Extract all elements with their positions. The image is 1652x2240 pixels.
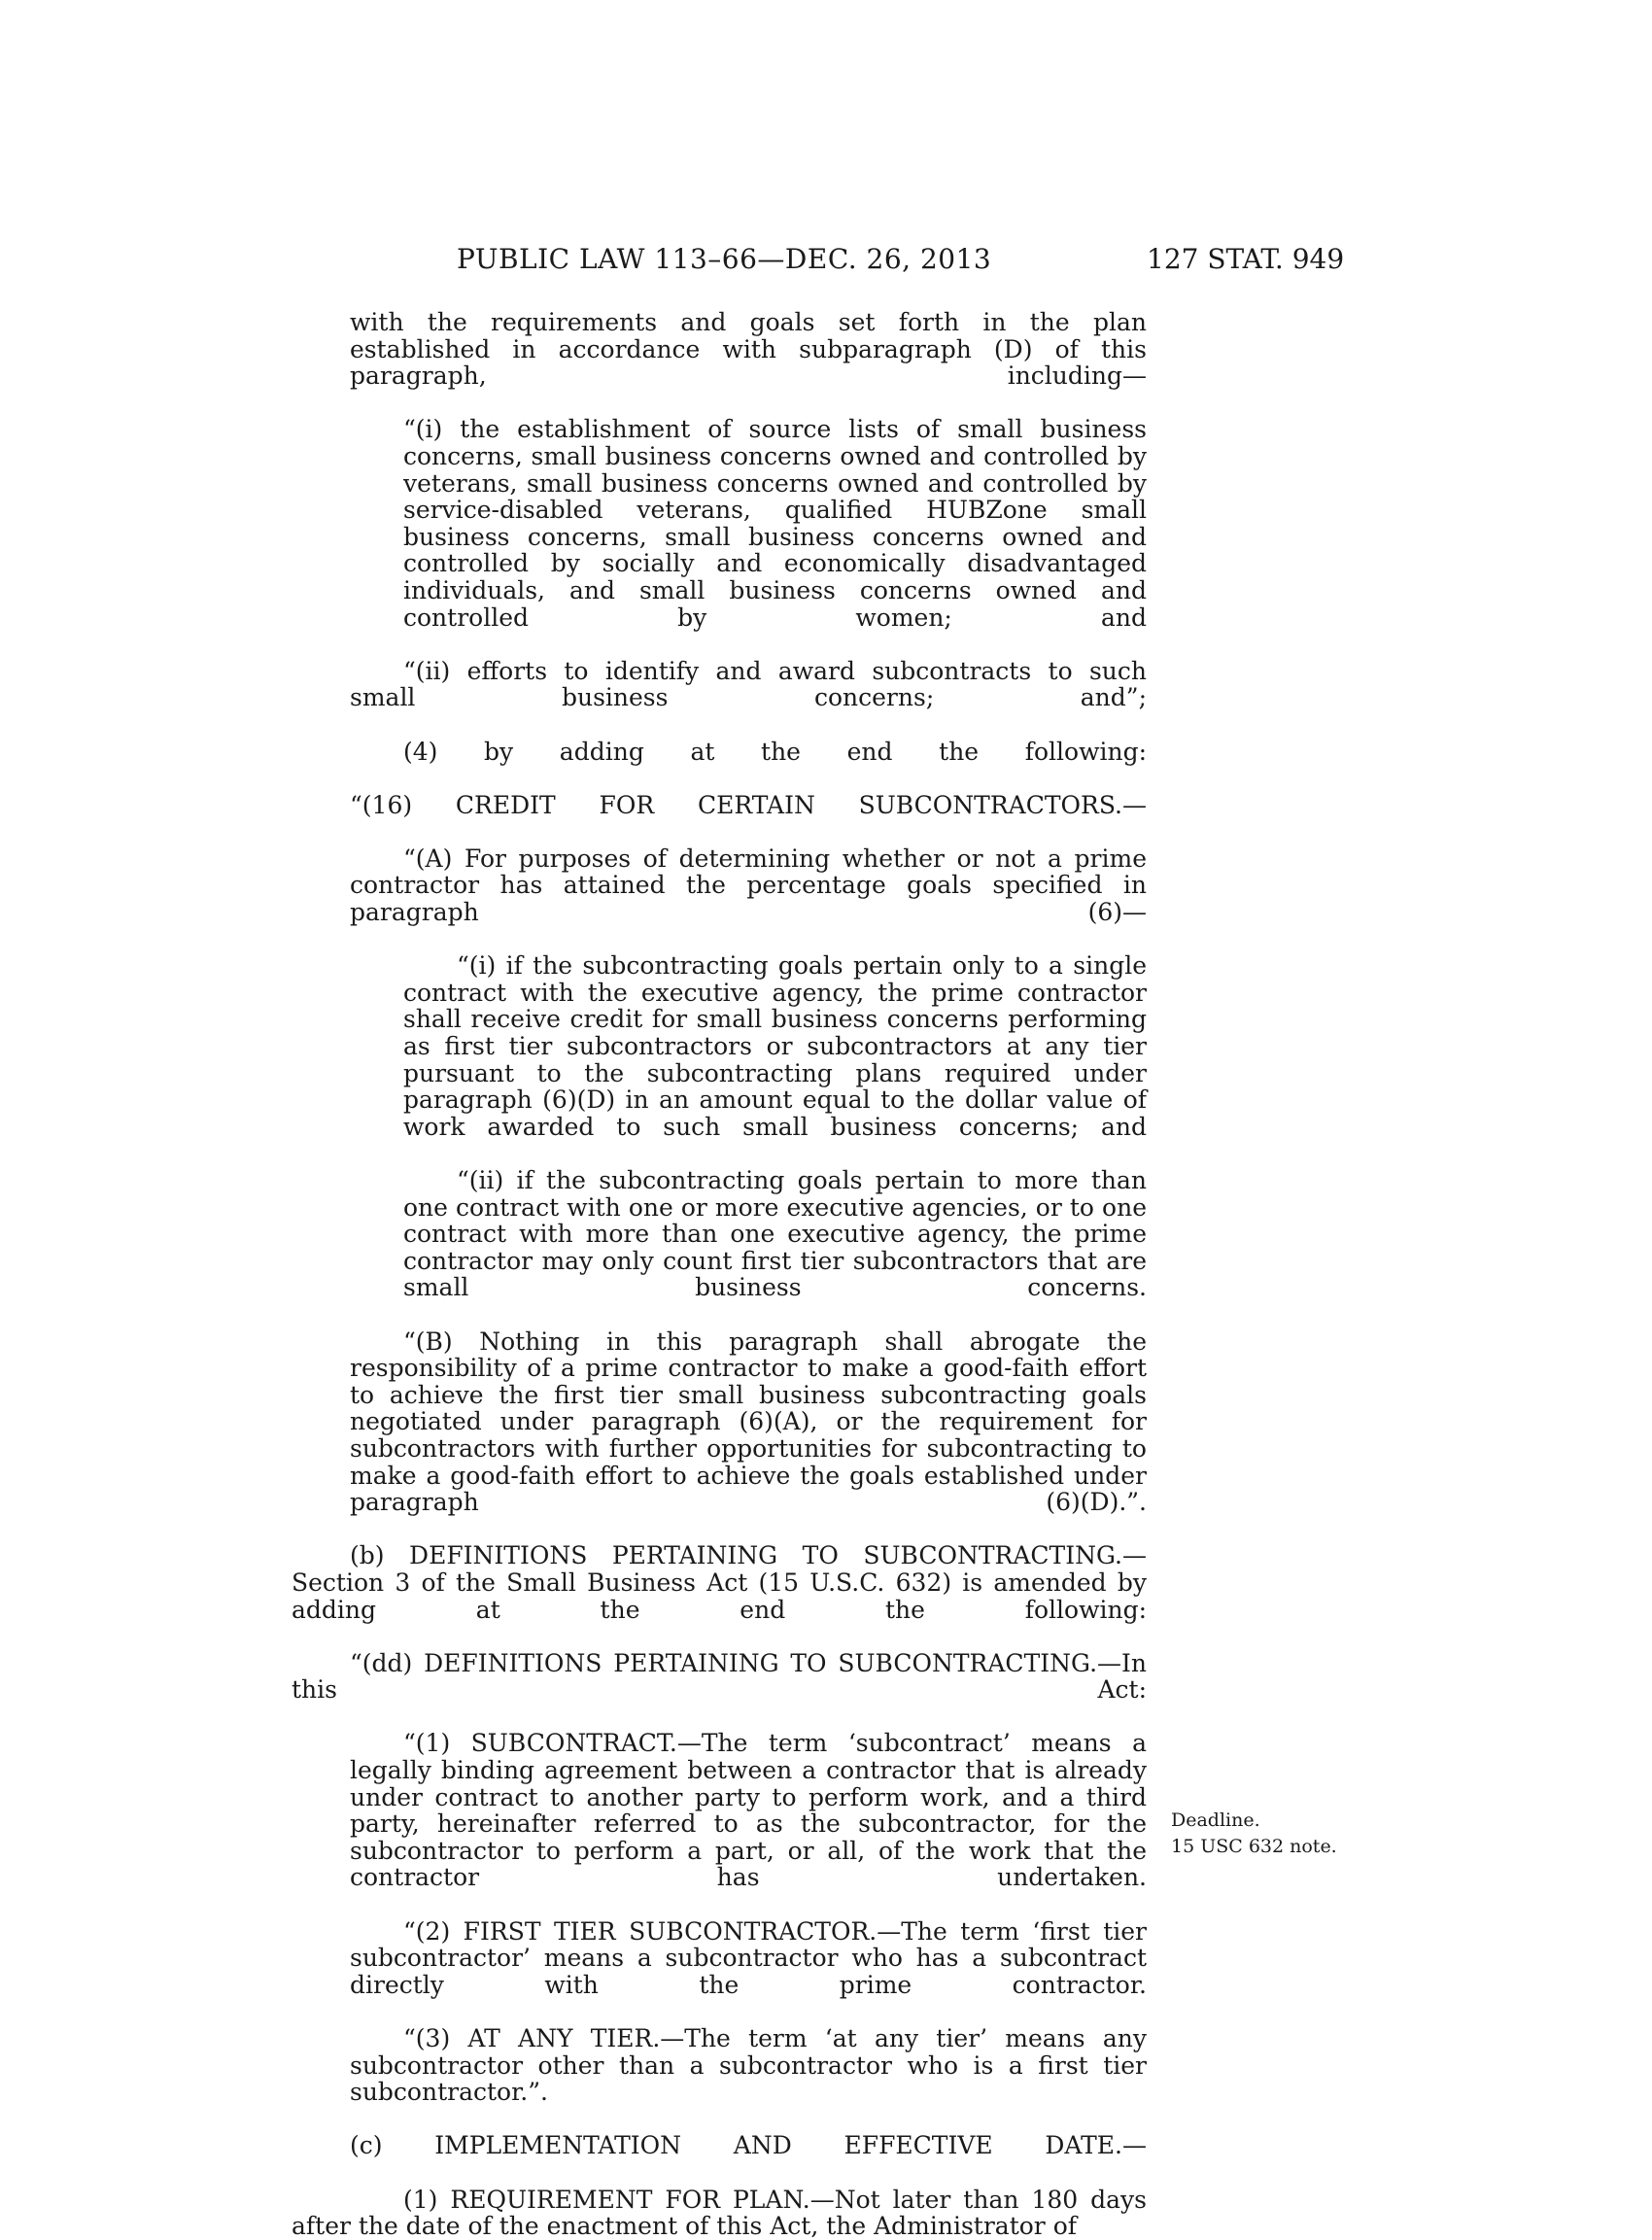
margin-note-usc-citation: 15 USC 632 note.: [1171, 1836, 1337, 1857]
margin-notes: [1171, 1808, 1337, 1860]
paragraph: “(2) FIRST TIER SUBCONTRACTOR.—The term ‘first tier subcontractor’ means a subcontractor who has a subcontract directly with the prime contractor.: [350, 1916, 1147, 1999]
paragraph: “(ii) if the subcontracting goals pertain to more than one contract with one or more executive agencies, or to one contract with more than one executive agency, the prime contractor may only count first tier subcontractors that are small business concerns.: [403, 1166, 1147, 1302]
paragraph: (1) REQUIREMENT FOR PLAN.—Not later than 180 days after the date of the enactment of this Act, the Administrator of: [292, 2185, 1147, 2240]
running-header-title: PUBLIC LAW 113–66—DEC. 26, 2013: [457, 243, 992, 275]
paragraph: “(3) AT ANY TIER.—The term ‘at any tier’ means any subcontractor other than a subcontractor who is a first tier subcontractor.”.: [350, 2024, 1147, 2107]
paragraph: (c) IMPLEMENTATION AND EFFECTIVE DATE.—: [350, 2131, 1147, 2160]
paragraph: “(i) the establishment of source lists of small business concerns, small business concerns owned and controlled by veterans, small business concerns owned and controlled by service-disabled veterans, qualified HUBZone small business concerns, small business concerns owned and controlled by socially and economically disadvantaged individuals, and small business concerns owned and controlled by women; and: [403, 415, 1147, 632]
paragraph: “(1) SUBCONTRACT.—The term ‘subcontract’ means a legally binding agreement between a contractor that is already under contract to another party to perform work, and a third party, hereinafter referred to as the subcontractor, for the subcontractor to perform a part, or all, of the work that the contractor has undertaken.: [350, 1729, 1147, 1892]
paragraph: (b) DEFINITIONS PERTAINING TO SUBCONTRACTING.—Section 3 of the Small Business Act (15 U.S.C. 632) is amended by adding at the end the following:: [292, 1541, 1147, 1624]
paragraph: “(dd) DEFINITIONS PERTAINING TO SUBCONTRACTING.—In this Act:: [292, 1648, 1147, 1705]
margin-note-deadline: Deadline.: [1171, 1809, 1260, 1831]
paragraph: with the requirements and goals set forth in the plan established in accordance with subparagraph (D) of this paragraph, including—: [350, 308, 1147, 391]
paragraph: “(B) Nothing in this paragraph shall abrogate the responsibility of a prime contractor to make a good-faith effort to achieve the first tier small business subcontracting goals negotiated under paragraph (6)(A), or the requirement for subcontractors with further opportunities for subcontracting to make a good-faith effort to achieve the goals established under paragraph (6)(D).”.: [350, 1327, 1147, 1517]
statute-page-number: 127 STAT. 949: [1147, 243, 1345, 275]
paragraph: “(i) if the subcontracting goals pertain only to a single contract with the executive agency, the prime contractor shall receive credit for small business concerns performing as first tier subcontractors or subcontractors at any tier pursuant to the subcontracting plans required under paragraph (6)(D) in an amount equal to the dollar value of work awarded to such small business concerns; and: [403, 951, 1147, 1141]
paragraph: (4) by adding at the end the following:: [403, 737, 1147, 766]
paragraph: “(A) For purposes of determining whether or not a prime contractor has attained the percentage goals specified in paragraph (6)—: [350, 844, 1147, 927]
section-heading: “(16) CREDIT FOR CERTAIN SUBCONTRACTORS.—: [350, 790, 1147, 819]
document-body: [292, 309, 1147, 2240]
paragraph: “(ii) efforts to identify and award subcontracts to such small business concerns; and”;: [350, 656, 1147, 712]
